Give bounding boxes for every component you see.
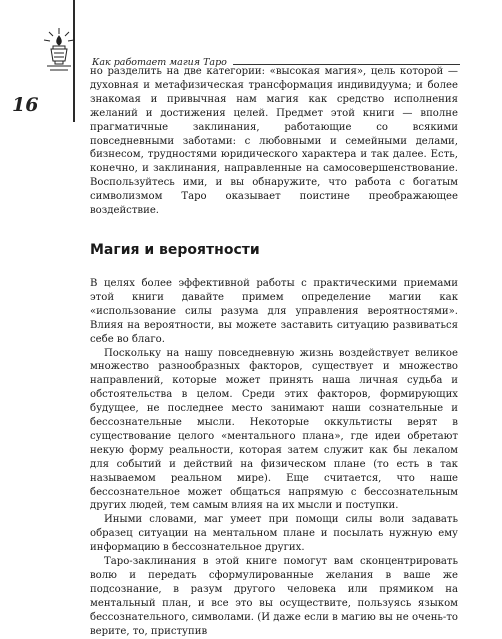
oil-lamp-icon bbox=[40, 26, 78, 74]
body-paragraph: Таро-заклинания в этой книге помогут вам сконцентрировать волю и передать сформулированные желания в ваше же подсознание, в разум другого человека или прямиком на ментальный план, и все это вы осуществите, пользуясь языком бессознательного, символами. (И даже если в магию вы не очень-то верите, то, приступив bbox=[90, 556, 458, 637]
intro-paragraph: но разделить на две категории: «высокая магия», цель которой — духовная и метафизическая трансформация индивидуума; и более знакомая и привычная нам магия как средство исполнения желаний и достижения целей. Предмет этой книги — вполне прагматичные заклинания, работающие со всякими повседневными заботами: с любовными и семейными делами, бизнесом, трудностями юридического характера и так далее. Есть, конечно, и заклинания, направленные на самосовершенствование. Воспользуйтесь ими, и вы обнаружите, что работа с богатым символизмом Таро оказывает поистине преображающее воздействие. bbox=[90, 66, 458, 217]
running-header-title: Как работает магия Таро bbox=[92, 57, 227, 68]
page-body bbox=[90, 65, 458, 639]
body-paragraph: Иными словами, маг умеет при помощи силы воли задавать образец ситуации на ментальном плане и посылать нужную ему информацию в бессознательное других. bbox=[90, 514, 458, 554]
page-number: 16 bbox=[12, 94, 39, 116]
section-heading: Магия и вероятности bbox=[90, 241, 260, 258]
body-paragraph: В целях более эффективной работы с практическими приемами этой книги давайте примем определение магии как «использование силы разума для управления вероятностями». Влияя на вероятности, вы можете заставить ситуацию развиваться себе во благо. bbox=[90, 277, 458, 345]
body-paragraph: Поскольку на нашу повседневную жизнь воздействует великое множество разнообразных факторов, существует и множество направлений, которые может принять наша личная судьба и обстоятельства в целом. Среди этих факторов, формирующих будущее, не последнее место занимают наши сознательные и бессознательные мысли. Некоторые оккультисты верят в существование целого «ментального плана», где идеи обретают некую форму реальности, которая затем служит как бы лекалом для событий и действий на физическом плане (то есть в так называемом реальном мире). Еще считается, что наше бессознательное может общаться напрямую с бессознательным других людей, тем самым влияя на их мысли и поступки. bbox=[90, 347, 458, 512]
